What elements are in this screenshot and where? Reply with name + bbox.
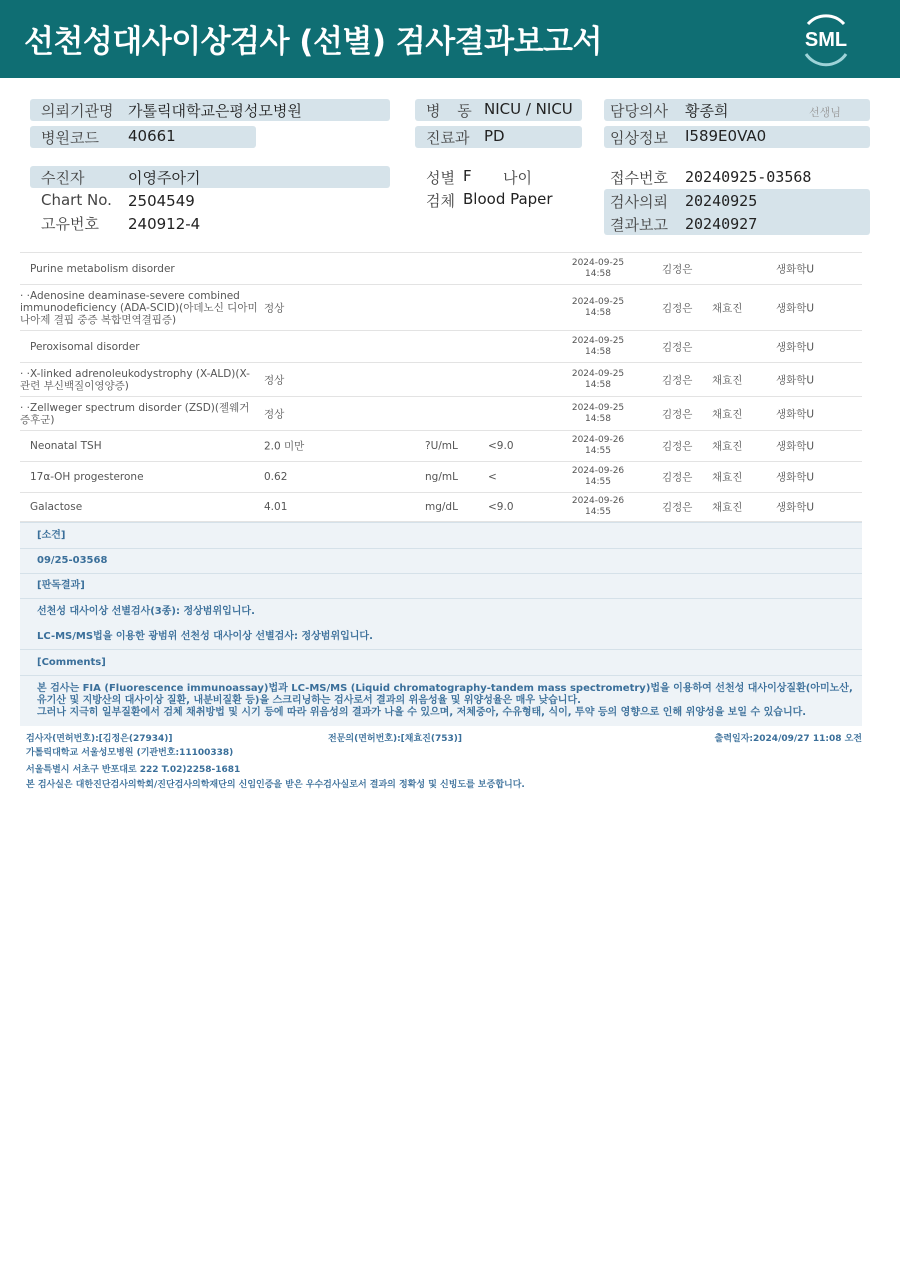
- table-row: [20, 492, 862, 522]
- test-examiner: 김정은: [662, 263, 693, 275]
- test-date: 2024-09-25: [571, 296, 625, 307]
- test-department: 생화학U: [776, 302, 815, 314]
- test-name: Purine metabolism disorder: [30, 262, 175, 275]
- findings-label-row: [20, 522, 862, 548]
- unique-label: 고유번호: [41, 215, 99, 233]
- test-time: 14:58: [585, 413, 611, 424]
- comments-label-row: [20, 649, 862, 675]
- test-unit: ?U/mL: [425, 440, 458, 452]
- comments-text: [37, 683, 856, 719]
- test-examiner: 김정은: [662, 501, 693, 514]
- test-name: · ·Zellweger spectrum disorder (ZSD)(젤웨거 증후군): [20, 401, 250, 426]
- judgment-label: [판독결과]: [37, 580, 85, 591]
- test-date: 2024-09-26: [571, 435, 625, 445]
- test-time: 14:55: [585, 477, 611, 487]
- test-department: 생화학U: [776, 440, 815, 453]
- notes-panel: [20, 522, 862, 726]
- request-value: 20240925: [685, 192, 758, 210]
- judgment-label-row: [20, 573, 862, 598]
- test-specialist: 채효진: [712, 440, 743, 453]
- comments-line-1: 본 검사는 FIA (Fluorescence immunoassay)법과 LC-MS/MS (Liquid chromatography-tandem mass spectrometry)법을 이용하여 선천성 대사이상질환(아미노산, 유기산 및 지방산의 대사이상 질환, 내분비질환 등)을 스크리닝하는 검사로서 결과의 위음성율 및 위양성율은 매우 낮습니다.: [37, 683, 853, 706]
- test-result: 0.62: [264, 471, 288, 483]
- patient-label: 수진자: [41, 169, 85, 187]
- test-department: 생화학U: [776, 408, 815, 420]
- ward-label: 병 동: [426, 102, 478, 120]
- test-result: 정상: [264, 374, 285, 386]
- test-specialist: 채효진: [712, 501, 743, 514]
- certification-note: 본 검사실은 대한진단검사의학회/진단검사의학재단의 신임인증을 받은 우수검사실로서 결과의 정확성 및 신빙도를 보증합니다.: [26, 780, 525, 790]
- doctor-suffix: 선생님: [809, 106, 841, 119]
- test-datetime: [566, 369, 630, 391]
- patient-value: 이영주아기: [128, 169, 201, 187]
- ward-value: NICU / NICU: [484, 100, 573, 118]
- test-specialist: 채효진: [712, 471, 743, 484]
- examiner-credit: 검사자(면허번호):[김정은(27934)]: [26, 734, 173, 744]
- table-row: [20, 362, 862, 396]
- report-label: 결과보고: [610, 216, 668, 234]
- test-date: 2024-09-26: [571, 496, 625, 506]
- test-datetime: [566, 496, 630, 518]
- receipt-label: 접수번호: [610, 169, 668, 187]
- logo-text: SML: [804, 29, 848, 51]
- test-time: 14:58: [585, 268, 611, 279]
- findings-value: 09/25-03568: [37, 555, 108, 566]
- findings-value-row: [20, 548, 862, 573]
- test-reference: <9.0: [488, 501, 514, 513]
- test-datetime: [566, 336, 630, 358]
- dept-label: 진료과: [426, 129, 470, 147]
- hospital-code-label: 병원코드: [41, 129, 99, 147]
- test-date: 2024-09-25: [571, 368, 625, 379]
- comments-row: [20, 675, 862, 726]
- table-row: [20, 252, 862, 284]
- test-time: 14:58: [585, 307, 611, 318]
- test-name: 17α-OH progesterone: [30, 471, 144, 483]
- institution-value: 가톨릭대학교은평성모병원: [128, 102, 302, 120]
- table-row: [20, 461, 862, 492]
- test-specialist: 채효진: [712, 408, 743, 420]
- test-examiner: 김정은: [662, 440, 693, 453]
- test-department: 생화학U: [776, 341, 815, 353]
- report-value: 20240927: [685, 215, 758, 233]
- unique-value: 240912-4: [128, 215, 201, 233]
- test-time: 14:55: [585, 507, 611, 517]
- judgment-row: [20, 598, 862, 649]
- comments-label: [Comments]: [37, 656, 106, 668]
- clinical-label: 임상정보: [610, 129, 668, 147]
- test-name: · ·Adenosine deaminase-severe combined immunodeficiency (ADA-SCID)(아데노신 디아미나아제 결핍 중증 복합면역결핍증): [20, 289, 258, 326]
- test-name: · ·X-linked adrenoleukodystrophy (X-ALD)(X-관련 부신백질이영양증): [20, 367, 250, 392]
- request-label: 검사의뢰: [610, 193, 668, 211]
- table-row: [20, 284, 862, 330]
- print-date: 출력일자:2024/09/27 11:08 오전: [714, 734, 862, 744]
- test-department: 생화학U: [776, 501, 815, 514]
- sex-label: 성별: [426, 169, 455, 187]
- judgment-line-1: 선천성 대사이상 선별검사(3종): 정상범위입니다.: [37, 606, 255, 617]
- table-row: [20, 396, 862, 430]
- results-table: [20, 252, 862, 522]
- hospital-code-value: 40661: [128, 127, 176, 145]
- table-row: [20, 430, 862, 461]
- test-unit: ng/mL: [425, 471, 458, 483]
- test-date: 2024-09-25: [571, 335, 625, 346]
- judgment-line-2: LC-MS/MS법을 이용한 광범위 선천성 대사이상 선별검사: 정상범위입니다.: [37, 631, 373, 642]
- test-department: 생화학U: [776, 374, 815, 386]
- test-result: 2.0 미만: [264, 440, 305, 453]
- test-datetime: [566, 297, 630, 319]
- test-reference: <: [488, 471, 497, 483]
- findings-label: [소견]: [37, 529, 66, 541]
- receipt-value: 20240925-03568: [685, 168, 812, 186]
- test-date: 2024-09-25: [571, 402, 625, 413]
- test-result: 정상: [264, 408, 285, 420]
- test-unit: mg/dL: [425, 501, 458, 513]
- test-examiner: 김정은: [662, 408, 693, 420]
- report-header: [0, 0, 900, 78]
- test-name: Neonatal TSH: [30, 440, 102, 452]
- institution-label: 의뢰기관명: [41, 102, 114, 120]
- specimen-label: 검체: [426, 192, 455, 210]
- doctor-label: 담당의사: [610, 102, 668, 120]
- report-title: 선천성대사이상검사 (선별) 검사결과보고서: [24, 24, 602, 60]
- test-datetime: [566, 435, 630, 457]
- test-specialist: 채효진: [712, 374, 743, 386]
- comments-line-2: 그러나 지극히 일부질환에서 검체 채취방법 및 시기 등에 따라 위음성의 결과가 나올 수 있으며, 저체중아, 수유형태, 식이, 투약 등의 영향으로 인해 위양성을 보일 수 있습니다.: [37, 707, 807, 718]
- test-time: 14:58: [585, 379, 611, 390]
- sml-logo: [796, 10, 856, 68]
- table-row: [20, 330, 862, 362]
- age-label: 나이: [503, 169, 532, 187]
- test-examiner: 김정은: [662, 341, 693, 353]
- clinical-value: I589E0VA0: [685, 127, 767, 145]
- test-specialist: 채효진: [712, 302, 743, 314]
- test-examiner: 김정은: [662, 302, 693, 314]
- chart-value: 2504549: [128, 192, 195, 210]
- test-datetime: [566, 466, 630, 488]
- test-result: 정상: [264, 302, 285, 314]
- test-result: 4.01: [264, 501, 288, 513]
- hospital-info: 가톨릭대학교 서울성모병원 (기관번호:11100338): [26, 748, 234, 758]
- test-date: 2024-09-25: [571, 257, 625, 268]
- test-time: 14:58: [585, 346, 611, 357]
- test-name: Galactose: [30, 501, 83, 513]
- test-datetime: [566, 258, 630, 280]
- test-department: 생화학U: [776, 263, 815, 275]
- test-name: Peroxisomal disorder: [30, 340, 140, 353]
- doctor-value: 황종희: [685, 102, 729, 120]
- chart-label: Chart No.: [41, 191, 112, 209]
- specialist-credit: 전문의(면허번호):[채효진(753)]: [328, 734, 463, 744]
- sex-value: F: [463, 167, 472, 185]
- test-date: 2024-09-26: [571, 466, 625, 476]
- dept-value: PD: [484, 127, 505, 145]
- test-examiner: 김정은: [662, 471, 693, 484]
- test-department: 생화학U: [776, 471, 815, 484]
- hospital-address: 서울특별시 서초구 반포대로 222 T.02)2258-1681: [26, 765, 241, 775]
- specimen-value: Blood Paper: [463, 190, 553, 208]
- test-time: 14:55: [585, 446, 611, 456]
- test-examiner: 김정은: [662, 374, 693, 386]
- test-datetime: [566, 403, 630, 425]
- test-reference: <9.0: [488, 440, 514, 452]
